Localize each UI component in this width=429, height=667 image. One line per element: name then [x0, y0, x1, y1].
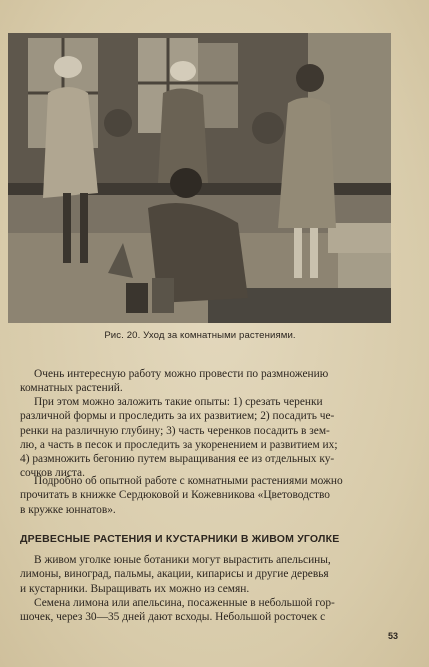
figure-photo: [8, 33, 391, 323]
text-line: прочитать в книжке Сердюковой и Кожевникова «Цветоводство: [20, 489, 330, 502]
section-heading: ДРЕВЕСНЫЕ РАСТЕНИЯ И КУСТАРНИКИ В ЖИВОМ УГОЛКЕ: [20, 533, 340, 545]
text-line: лимоны, виноград, пальмы, акации, кипарисы и другие деревья: [20, 568, 329, 581]
text-line: лю, а часть в песок и проследить за укоренением и развитием их;: [20, 438, 338, 451]
text-line: различной формы и проследить за их развитием; 2) посадить че-: [20, 410, 335, 423]
section-paragraph: [20, 553, 401, 624]
text-line: в кружке юннатов».: [20, 503, 116, 516]
page-number: 53: [388, 631, 399, 641]
text-line: сочков листа.: [20, 467, 85, 480]
paragraph-1: [20, 367, 401, 396]
text-line: 4) размножить бегонию путем выращивания ее из отдельных ку-: [20, 453, 335, 466]
text-line: В живом уголке юные ботаники могут вырастить апельсины,: [34, 554, 331, 566]
text-line: Очень интересную работу можно провести по размножению: [34, 368, 329, 380]
text-line: комнатных растений.: [20, 382, 123, 395]
text-line: шочек, через 30—35 дней дают всходы. Небольшой росточек с: [20, 611, 326, 624]
paragraph-3: [20, 474, 401, 517]
paragraph-2: [20, 395, 401, 481]
text-line: При этом можно заложить такие опыты: 1) срезать черенки: [34, 396, 323, 408]
text-line: Подробно об опытной работе с комнатными растениями можно: [34, 475, 343, 487]
text-line: Семена лимона или апельсина, посаженные в небольшой гор-: [34, 596, 335, 609]
figure-caption: Рис. 20. Уход за комнатными растениями.: [104, 330, 296, 341]
text-line: ренки на различную глубину; 3) часть черенков посадить в зем-: [20, 424, 330, 437]
text-line: и кустарники. Выращивать их можно из семян.: [20, 582, 250, 595]
